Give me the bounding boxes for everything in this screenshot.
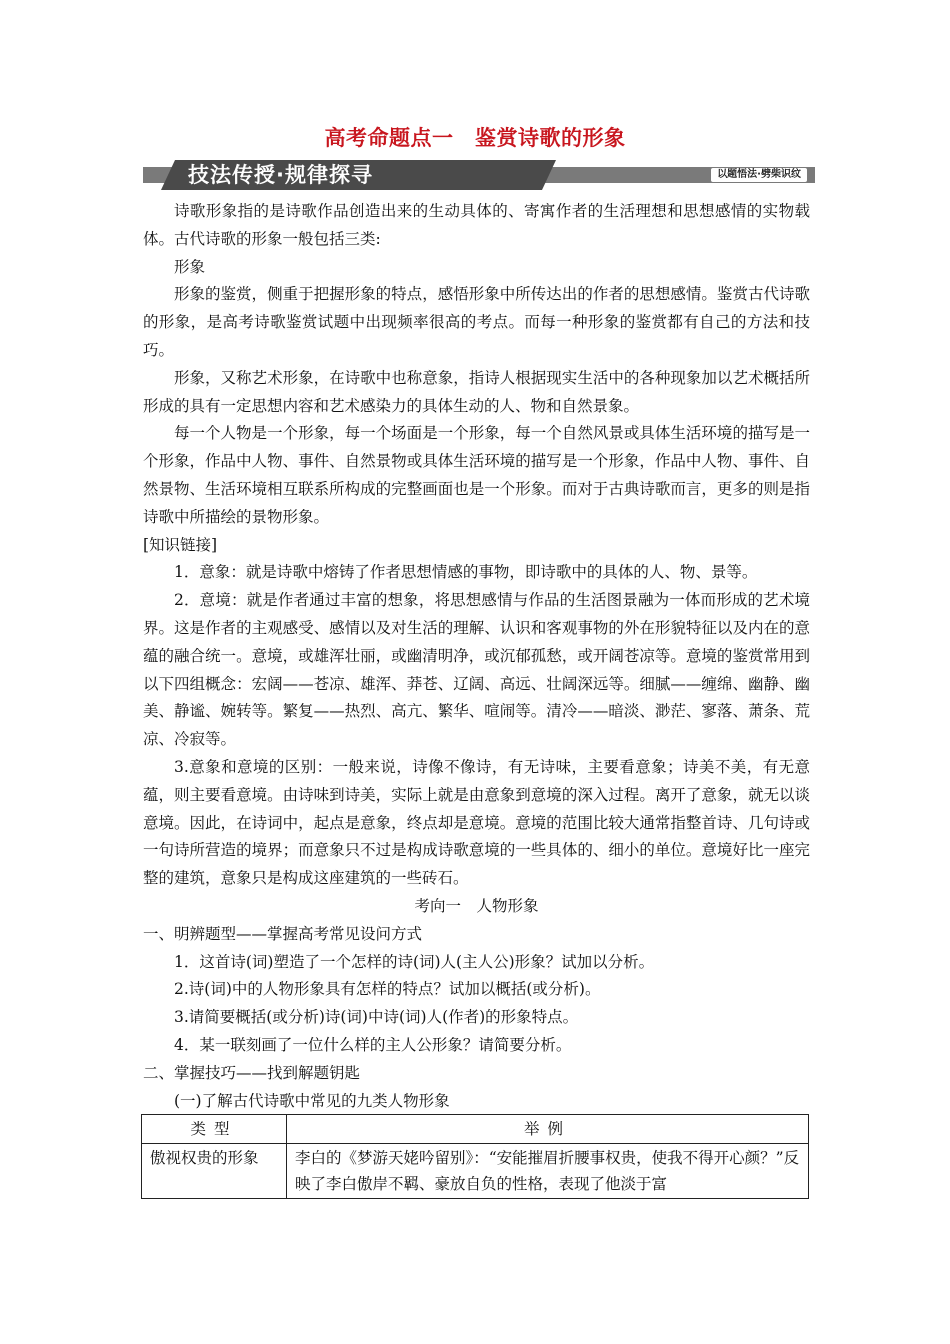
subsection-heading-1: (一)了解古代诗歌中常见的九类人物形象 [174, 1091, 450, 1110]
paragraph-definition: 形象，又称艺术形象，在诗歌中也称意象，指诗人根据现实生活中的各种现象加以艺术概括所形成的具有一定思想内容和艺术感染力的具体生动的人、物和自然景象。 [143, 368, 810, 415]
table-row [142, 1144, 809, 1199]
page-title: 高考命题点一 鉴赏诗歌的形象 [324, 126, 626, 150]
character-types-table [141, 1114, 809, 1199]
paragraph-examples: 每一个人物是一个形象，每一个场面是一个形象，每一个自然风景或具体生活环境的描写是一个形象，作品中人物、事件、自然景物或具体生活环境的描写是一个形象，作品中人物、事件、自然景物、生活环境相互联系所构成的完整画面也是一个形象。而对于古典诗歌而言，更多的则是指诗歌中所描绘的景物形象。 [143, 424, 810, 526]
banner-heading: 技法传授·规律探寻 [188, 163, 373, 187]
article-body [143, 198, 810, 1115]
question-1: 1．这首诗(词)塑造了一个怎样的诗(词)人(主人公)形象？试加以分析。 [174, 952, 655, 971]
question-2: 2.诗(词)中的人物形象具有怎样的特点？试加以概括(或分析)。 [174, 980, 601, 999]
paragraph-intro: 诗歌形象指的是诗歌作品创造出来的生动具体的、寄寓作者的生活理想和思想感情的实物载体。古代诗歌的形象一般包括三类: [143, 202, 810, 248]
table-cell-type: 傲视权贵的形象 [142, 1144, 287, 1199]
table-header-example: 举例 [287, 1115, 809, 1144]
section-heading-2: 二、掌握技巧——找到解题钥匙 [143, 1063, 361, 1082]
table-header-row [142, 1115, 809, 1144]
table-header-type: 类型 [142, 1115, 287, 1144]
section-heading-1: 一、明辨题型——掌握高考常见设问方式 [143, 924, 423, 943]
direction-heading: 考向一 人物形象 [414, 896, 539, 915]
knowledge-link-heading: [知识链接] [143, 535, 218, 554]
question-4: 4．某一联刻画了一位什么样的主人公形象？请简要分析。 [174, 1035, 572, 1054]
knowledge-item-2: 2．意境：就是作者通过丰富的想象，将思想感情与作品的生活图景融为一体而形成的艺术境界。这是作者的主观感受、感情以及对生活的理解、认识和客观事物的外在形貌特征以及内在的意蕴的融合统一。意境，或雄浑壮丽，或幽清明净，或沉郁孤愁，或开阔苍凉等。意境的鉴赏常用到以下四组概念：宏阔——苍凉、雄浑、莽苍、辽阔、高远、壮阔深远等。细腻——缠绵、幽静、幽美、静谧、婉转等。繁复——热烈、高亢、繁华、喧闹等。清冷——暗淡、渺茫、寥落、萧条、荒凉、冷寂等。 [143, 591, 810, 749]
table-cell-example: 李白的《梦游天姥吟留别》：“安能摧眉折腰事权贵，使我不得开心颜？”反映了李白傲岸不羁、豪放自负的性格，表现了他淡于富 [287, 1144, 809, 1199]
banner-tag: 以题悟法·劈柴识纹 [711, 168, 807, 182]
knowledge-item-3: 3.意象和意境的区别：一般来说，诗像不像诗，有无诗味，主要看意象；诗美不美，有无意蕴，则主要看意境。由诗味到诗美，实际上就是由意象到意境的深入过程。离开了意象，就无以谈意境。因此，在诗词中，起点是意象，终点却是意境。意境的范围比较大通常指整首诗、几句诗或一句诗所营造的境界；而意象只不过是构成诗歌意境的一些具体的、细小的单位。意境好比一座完整的建筑，意象只是构成这座建筑的一些砖石。 [143, 757, 810, 888]
paragraph-subheading: 形象 [174, 257, 206, 276]
question-3: 3.请简要概括(或分析)诗(词)中诗(词)人(作者)的形象特点。 [174, 1008, 579, 1027]
paragraph-appreciation: 形象的鉴赏，侧重于把握形象的特点，感悟形象中所传达出的作者的思想感情。鉴赏古代诗歌的形象，是高考诗歌鉴赏试题中出现频率很高的考点。而每一种形象的鉴赏都有自己的方法和技巧。 [143, 285, 810, 359]
knowledge-item-1: 1．意象：就是诗歌中熔铸了作者思想情感的事物，即诗歌中的具体的人、物、景等。 [174, 563, 758, 582]
section-banner [143, 160, 815, 190]
